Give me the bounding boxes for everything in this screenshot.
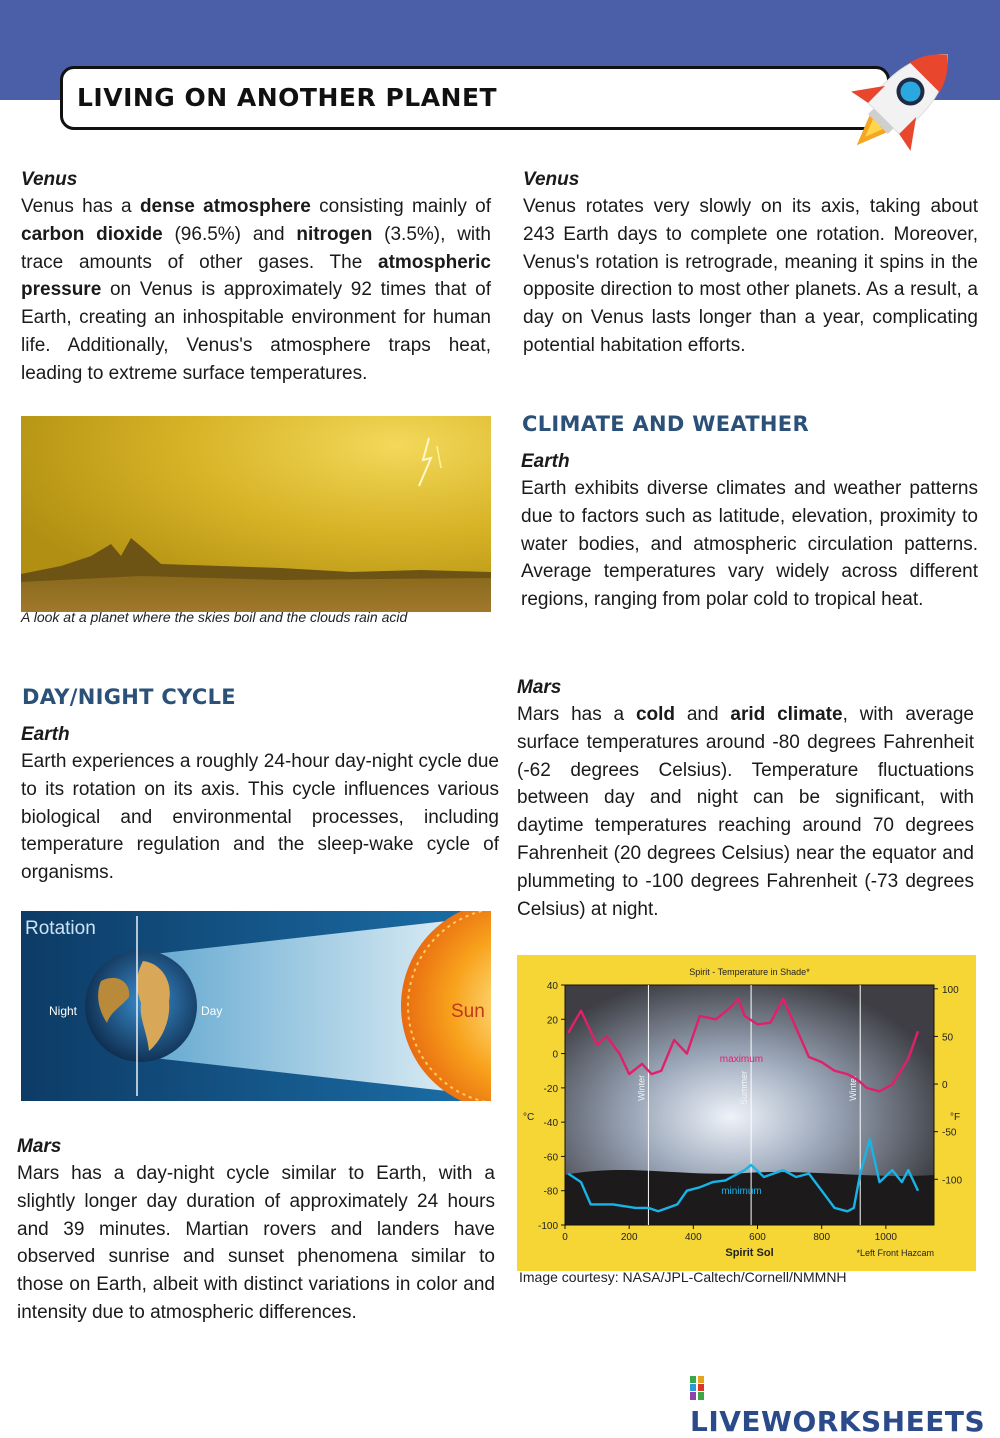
temperature-chart xyxy=(517,955,976,1271)
right-earth-paragraph: Earth exhibits diverse climates and weather patterns due to factors such as latitude, elevation, proximity to water bodies, and atmospheric circulation patterns. Average temperatures vary widely across different regions, ranging from polar cold to tropical heat. xyxy=(521,478,978,611)
climate-heading: CLIMATE AND WEATHER xyxy=(522,412,809,436)
left-earth-paragraph: Earth experiences a roughly 24-hour day-night cycle due to its rotation on its axis. This cycle influences various biological and environmental processes, including temperature regulation and the sleep-wake cycle of organisms. xyxy=(21,751,499,884)
left-earth-section xyxy=(21,721,499,887)
left-venus-run-6: (3.5%), with trace amounts of other gases. The xyxy=(21,223,491,273)
left-venus-run-4: (96.5%) and xyxy=(162,223,297,245)
x-tick-label: 200 xyxy=(620,1232,638,1243)
right-mars-run-0: Mars has a xyxy=(517,704,636,725)
left-venus-run-3: carbon dioxide xyxy=(21,223,163,245)
y-tick-label-left: -20 xyxy=(543,1083,558,1095)
left-venus-run-0: Venus has a xyxy=(21,196,140,217)
left-venus-run-1: dense atmosphere xyxy=(139,196,311,217)
title-box xyxy=(60,66,890,130)
y-tick-label-left: -100 xyxy=(537,1221,558,1232)
venus-image-caption: A look at a planet where the skies boil and the clouds rain acid xyxy=(21,609,408,625)
logo-text: LIVEWORKSHEETS xyxy=(690,1405,986,1438)
chart-title: Spirit - Temperature in Shade* xyxy=(689,967,810,977)
page-title: LIVING ON ANOTHER PLANET xyxy=(77,83,498,112)
rotation-night-label: Night xyxy=(49,1004,78,1018)
rotation-image xyxy=(21,911,491,1101)
left-earth-subtitle: Earth xyxy=(21,724,70,745)
left-venus-paragraph xyxy=(21,193,491,388)
day-night-heading: DAY/NIGHT CYCLE xyxy=(22,685,236,709)
chart-xlabel: Spirit Sol xyxy=(725,1247,774,1259)
season-marker-label: Summer xyxy=(739,1070,750,1105)
right-mars-section xyxy=(517,674,974,923)
y-tick-label-right: 50 xyxy=(942,1032,954,1044)
season-marker-label: Winter xyxy=(636,1074,647,1101)
y-tick-label-left: 0 xyxy=(552,1049,558,1061)
x-tick-label: 0 xyxy=(562,1232,568,1243)
left-venus-subtitle: Venus xyxy=(21,169,78,190)
y-tick-label-right: 0 xyxy=(942,1080,948,1092)
season-marker-label: Winter xyxy=(848,1074,859,1101)
rotation-day-label: Day xyxy=(201,1004,223,1018)
y-tick-label-left: 40 xyxy=(546,981,558,992)
left-mars-paragraph: Mars has a day-night cycle similar to Earth, with a slightly longer day duration of approximately 24 hours and 39 minutes. Martian rovers and landers have observed sunrise and sunset phenomena similar to those on Earth, albeit with distinct variations in color and intensity due to atmospheric differences. xyxy=(17,1163,495,1323)
right-venus-section xyxy=(523,166,978,360)
right-earth-section xyxy=(521,448,978,614)
chart-credit: Image courtesy: NASA/JPL-Caltech/Cornell/NMMNH xyxy=(519,1269,847,1285)
y-tick-label-left: -80 xyxy=(543,1186,558,1198)
y-tick-label-left: -40 xyxy=(543,1118,558,1130)
y-tick-label-left: -60 xyxy=(543,1152,558,1164)
left-mars-section xyxy=(17,1133,495,1327)
liveworksheets-logo xyxy=(690,1372,1000,1438)
x-tick-label: 1000 xyxy=(874,1232,897,1243)
left-venus-run-5: nitrogen xyxy=(296,223,373,245)
right-mars-paragraph xyxy=(517,701,974,923)
left-venus-run-7: atmospheric pressure xyxy=(21,251,491,301)
rotation-title: Rotation xyxy=(25,918,96,939)
right-venus-paragraph: Venus rotates very slowly on its axis, taking about 243 Earth days to complete one rotation. Moreover, Venus's rotation is retrograde, meaning it spins in the opposite direction to most other planets. As a result, a day on Venus lasts longer than a year, complicating potential habitation efforts. xyxy=(523,196,978,356)
right-mars-run-3: arid climate xyxy=(730,704,843,725)
x-tick-label: 800 xyxy=(813,1232,831,1243)
rocket-icon xyxy=(832,30,972,170)
left-venus-run-2: consisting mainly of xyxy=(310,196,491,217)
chart-ylabel-left: °C xyxy=(523,1111,535,1123)
x-tick-label: 600 xyxy=(749,1232,766,1243)
x-tick-label: 400 xyxy=(685,1232,702,1243)
right-mars-run-4: , with average surface temperatures around -80 degrees Fahrenheit (-62 degrees Celsius). Temperature fluctuations between day and night can be significant, with daytime temperatures reaching around 70 degrees Fahrenheit (20 degrees Celsius) near the equator and plummeting to -100 degrees Fahrenheit (-73 degrees Celsius) at night. xyxy=(517,704,974,920)
rotation-sun-label: Sun xyxy=(451,1001,485,1022)
left-venus-section xyxy=(21,166,491,388)
series-label-minimum: minimum xyxy=(721,1186,762,1198)
y-tick-label-left: 20 xyxy=(546,1015,558,1027)
right-mars-run-2: and xyxy=(675,704,731,725)
right-venus-subtitle: Venus xyxy=(523,169,580,190)
y-tick-label-right: 100 xyxy=(942,984,959,996)
y-tick-label-right: -50 xyxy=(942,1127,957,1139)
logo-mark-icon xyxy=(690,1376,704,1400)
left-mars-subtitle: Mars xyxy=(17,1136,62,1157)
right-mars-run-1: cold xyxy=(635,704,676,725)
series-label-maximum: maximum xyxy=(719,1054,764,1066)
right-earth-subtitle: Earth xyxy=(521,451,570,472)
left-venus-run-8: on Venus is approximately 92 times that of Earth, creating an inhospitable environment for human life. Additionally, Venus's atmosphere traps heat, leading to extreme surface temperatures. xyxy=(21,279,491,384)
chart-footnote: *Left Front Hazcam xyxy=(856,1248,934,1258)
venus-surface-image xyxy=(21,416,491,612)
right-mars-subtitle: Mars xyxy=(517,677,562,698)
y-tick-label-right: -100 xyxy=(942,1175,963,1187)
chart-ylabel-right: °F xyxy=(950,1111,961,1123)
